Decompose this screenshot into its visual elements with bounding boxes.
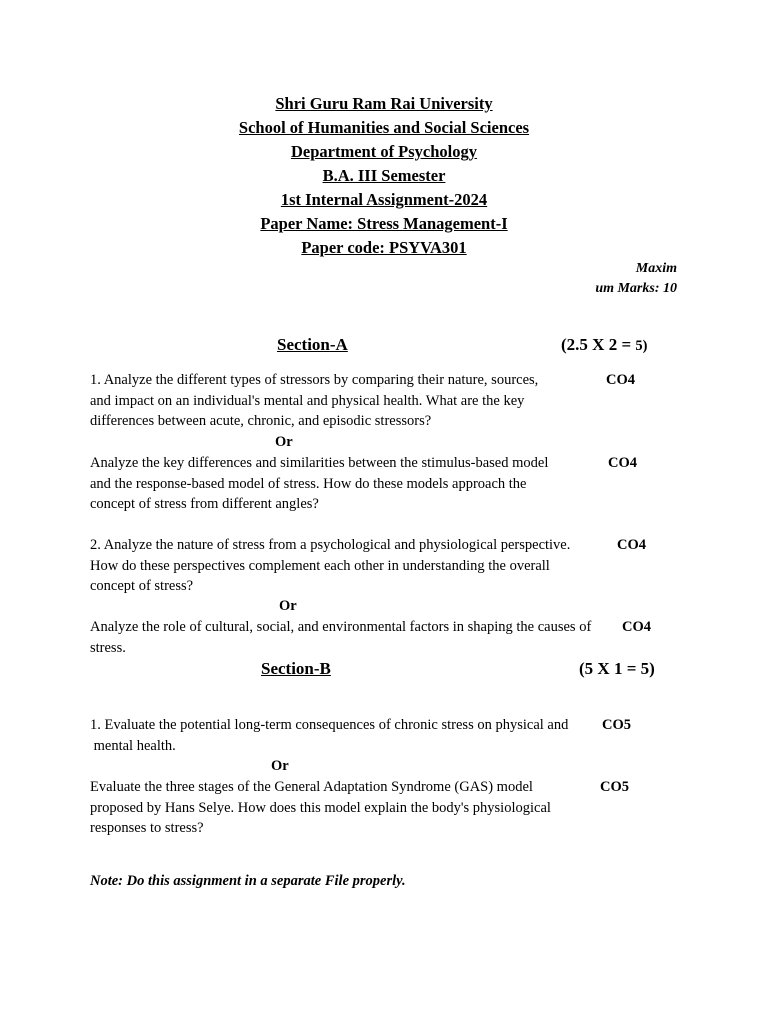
question-line: mental health.: [90, 737, 176, 754]
assignment-note: Note: Do this assignment in a separate File properly.: [90, 873, 406, 889]
course-outcome-tag: CO4: [617, 537, 646, 553]
section-a-title: Section-A: [277, 335, 348, 354]
question-line: Analyze the key differences and similarities between the stimulus-based model: [90, 455, 549, 471]
section-a-marks-prefix: (2.5 X 2 =: [561, 335, 632, 354]
course-outcome-tag: CO4: [606, 372, 635, 388]
question-line: responses to stress?: [90, 820, 204, 836]
section-a-question-2-alt: [90, 617, 610, 658]
max-marks: [595, 259, 677, 299]
question-line: and impact on an individual's mental and physical health. What are the key: [90, 392, 525, 409]
paper-code: Paper code: PSYVA301: [301, 238, 467, 257]
question-line: concept of stress from different angles?: [90, 496, 319, 512]
question-line: stress.: [90, 639, 126, 656]
question-line: Evaluate the three stages of the General Adaptation Syndrome (GAS) model: [90, 779, 533, 795]
question-line: proposed by Hans Selye. How does this model explain the body's physiological: [90, 799, 551, 816]
section-b-question-1-alt: [90, 777, 610, 839]
section-b-question-1: [90, 715, 610, 756]
semester-label: B.A. III Semester: [322, 166, 446, 185]
question-line: How do these perspectives complement each other in understanding the overall: [90, 557, 550, 574]
paper-name: Paper Name: Stress Management-I: [260, 214, 508, 233]
question-line: and the response-based model of stress. How do these models approach the: [90, 475, 527, 492]
course-outcome-tag: CO5: [602, 717, 631, 733]
section-a-marks: [561, 334, 647, 357]
section-a-question-1: [90, 370, 610, 432]
question-line: 1. Analyze the different types of stressors by comparing their nature, sources,: [90, 372, 539, 388]
or-separator: Or: [275, 434, 293, 450]
question-line: 1. Evaluate the potential long-term consequences of chronic stress on physical and: [90, 717, 569, 733]
section-b-marks: (5 X 1 = 5): [579, 659, 655, 678]
university-name: Shri Guru Ram Rai University: [275, 94, 493, 113]
question-line: concept of stress?: [90, 578, 194, 594]
section-a-question-2: [90, 535, 610, 597]
question-line: Analyze the role of cultural, social, and environmental factors in shaping the causes of: [90, 619, 592, 635]
school-name: School of Humanities and Social Sciences: [238, 118, 530, 137]
department-name: Department of Psychology: [290, 142, 478, 161]
course-outcome-tag: CO4: [622, 619, 651, 635]
course-outcome-tag: CO5: [600, 779, 629, 795]
course-outcome-tag: CO4: [608, 455, 637, 471]
question-line: differences between acute, chronic, and episodic stressors?: [90, 413, 432, 429]
max-marks-line-1: Maxim: [635, 261, 677, 276]
or-separator: Or: [279, 598, 297, 614]
assignment-title: 1st Internal Assignment-2024: [280, 190, 488, 209]
section-a-marks-suffix: 5): [635, 338, 648, 354]
question-line: 2. Analyze the nature of stress from a psychological and physiological perspective.: [90, 537, 571, 553]
section-b-title: Section-B: [261, 659, 331, 678]
or-separator: Or: [271, 758, 289, 774]
section-a-question-1-alt: [90, 453, 610, 515]
max-marks-line-2: um Marks: 10: [595, 281, 677, 296]
